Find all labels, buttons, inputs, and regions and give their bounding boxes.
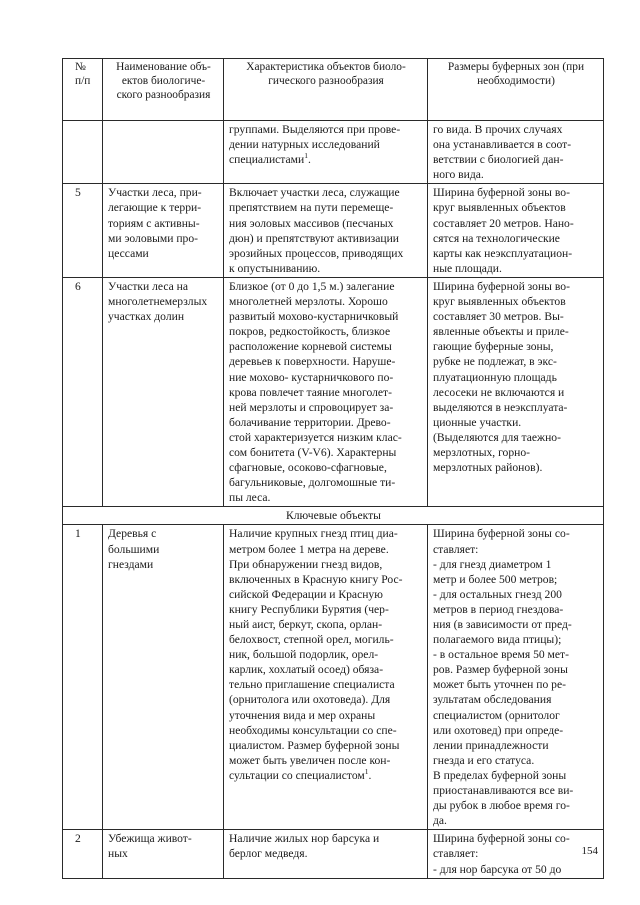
section-row [63,507,604,525]
text-line: мерзлотных районов). [433,461,543,475]
text-line: может быть увеличен после кон- [229,753,391,767]
text-line: круг выявленных объектов [433,201,566,215]
text-line: сом бонитета (V-V6). Характерны [229,445,397,459]
text-line: ней мерзлоты и спровоцирует за- [229,400,394,414]
text-line: В пределах буферной зоны [433,768,567,782]
text-line: карты как неэксплуатацион- [433,246,573,260]
row-num [63,121,103,184]
text-line: Наличие жилых нор барсука и [229,832,380,846]
text-line: пы леса. [229,491,271,505]
text-line: деревьев к поверхности. Наруше- [229,355,396,369]
text-line: явленные объекты и приле- [433,325,569,339]
table-row-6 [63,277,604,506]
row-characteristic [224,277,428,506]
row-name [103,525,224,830]
row-buffer [428,830,604,878]
text-line: - для нор барсука от 50 до [433,862,562,876]
row-name [103,277,224,506]
text-line: ми эоловыми про- [108,231,199,245]
text-line: карлик, хохлатый осоед) обяза- [229,663,384,677]
text-line: стой характеризуется низким клас- [229,430,402,444]
row-num: 1 [63,525,103,830]
text-line: го вида. В прочих случаях [433,123,563,136]
biodiversity-buffer-table [62,58,604,879]
text-line: мерзлотных, горно- [433,445,531,459]
text-line: круг выявленных объектов [433,295,566,309]
text-line: Участки леса на [108,279,189,293]
text-line: Ширина буферной зоны со- [433,832,570,846]
text-line: ные площади. [433,261,502,275]
text-line: Наличие крупных гнезд птиц диа- [229,527,398,541]
text-line: ный аист, беркут, скопа, орлан- [229,618,383,631]
text-line: п/п [75,75,91,87]
text-line: гнездами [108,557,154,571]
text-line: Участки леса, при- [108,186,202,200]
text-line: легающие к терри- [108,201,202,215]
text-line: Близкое (от 0 до 1,5 м.) залегание [229,279,395,293]
text-line: - для гнезд диаметром 1 [433,557,552,571]
text-line: ния (в зависимости от пред- [433,618,572,631]
row-characteristic [224,121,428,184]
text-line: группами. Выделяются при прове- [229,123,401,136]
section-title: Ключевые объекты [63,507,604,525]
text-line: гического разнообразия [268,75,384,87]
text-line: метров в период гнездова- [433,602,564,616]
text-line: ды рубок в любое время го- [433,799,570,813]
text-line: к опустыниванию. [229,261,321,275]
text-line: Деревья с [108,527,157,541]
text-line: необходимости) [477,75,555,87]
text-line: рубке не подлежат, в экс- [433,355,557,369]
row-characteristic [224,830,428,878]
text-line: составляет 20 метров. Нано- [433,216,574,230]
row-buffer [428,277,604,506]
footnote-marker: 1 [364,767,369,777]
text-line: ник, большой подорлик, орел- [229,648,379,662]
header-characteristic [224,59,428,121]
text-line: дении натурных исследований [229,138,380,152]
row-characteristic [224,525,428,830]
footnote-marker: 1 [304,151,308,161]
text-line: Наименование объ- [116,61,211,73]
text-line: уточнения вида и мер охраны [229,708,376,722]
text-line: ториям с активны- [108,216,200,230]
text-line: может быть уточнен по ре- [433,678,566,692]
text-line: сятся на технологические [433,231,560,245]
text-line: Размеры буферных зон (при [447,61,585,73]
text-line: эрозийных процессов, приводящих [229,246,404,260]
text-line: полагаемого вида птицы); [433,633,562,647]
text-line: Убежища живот- [108,832,192,846]
text-line: ных [108,847,128,861]
text-line: специалистом (орнитолог [433,708,560,722]
text-line: ного вида. [433,168,484,182]
text-line: препятствием на пути перемеще- [229,201,394,215]
row-name [103,184,224,278]
row-num: 2 [63,830,103,878]
table-header-row [63,59,604,121]
text-line: (орнитолога или охотоведа). Для [229,693,391,707]
text-line: ставляет: [433,847,479,861]
text-line: Включает участки леса, служащие [229,186,400,200]
text-line: лении принадлежности [433,738,549,752]
text-line: Характеристика объектов биоло- [246,61,406,73]
text-line: или охотовед) при опреде- [433,723,564,737]
page-number: 154 [581,845,598,857]
text-line: приостанавливаются все ви- [433,784,574,798]
text-line: расположение корневой системы [229,340,392,354]
text-line: дюн) и препятствуют активизации [229,231,399,245]
text-line: сийской Федерации и Красную [229,587,383,601]
text-line: - для остальных гнезд 200 [433,587,562,601]
text-line: ния эоловых массивов (песчаных [229,216,394,230]
text-line: многолетней мерзлоты. Хорошо [229,295,388,309]
text-line: № [75,61,86,73]
text-line: берлог медведя. [229,847,308,861]
text-line: плуатационную площадь [433,370,557,384]
text-line: метр и более 500 метров; [433,572,558,586]
text-line: выделяются в неэксплуата- [433,400,568,414]
text-line: ционные участки. [433,415,522,429]
text-line: участках долин [108,310,185,324]
text-line: книгу Республики Бурятия (чер- [229,602,389,616]
row-characteristic [224,184,428,278]
text-line: составляет 30 метров. Вы- [433,310,564,324]
text-line: ние мохово- кустарничкового по- [229,370,394,384]
text-line: Ширина буферной зоны во- [433,279,570,293]
text-line: сфагновые, осоково-сфагновые, [229,461,387,475]
text-line: ров. Размер буферной зоны [433,663,568,677]
text-line: белохвост, степной орел, могиль- [229,633,394,647]
header-buffer [428,59,604,121]
text-line: необходимы консультации со спе- [229,723,397,737]
row-num: 5 [63,184,103,278]
text-line: болачивание территории. Древо- [229,415,391,429]
text-line: развитый мохово-кустарничковый [229,310,399,324]
text-line: большими [108,542,160,556]
text-line: она устанавливается в соот- [433,138,572,152]
text-line: ектов биологиче- [121,75,206,87]
text-line: включенных в Красную книгу Рос- [229,572,403,586]
text-line: Ширина буферной зоны со- [433,527,570,541]
header-num [63,59,103,121]
row-name [103,830,224,878]
table-row-continuation [63,121,604,184]
text-line: покров, редкостойкость, близкое [229,325,391,339]
text-line: Ширина буферной зоны во- [433,186,570,200]
text-line: зультатам обследования [433,693,552,707]
text-line: ского разнообразия [116,89,211,101]
text-line: многолетнемерзлых [108,295,208,309]
text-line: циалистом. Размер буферной зоны [229,738,400,752]
row-buffer [428,525,604,830]
text-line: ставляет: [433,542,479,556]
table-row-key-1 [63,525,604,830]
text-line: гающие буферные зоны, [433,340,554,354]
text-line: гнезда и его статуса. [433,753,535,767]
text-line: ветствии с биологией дан- [433,153,564,167]
row-buffer [428,184,604,278]
text-line: цессами [108,246,149,260]
text-line: метром более 1 метра на дереве. [229,542,389,556]
row-buffer [428,121,604,184]
header-name [103,59,224,121]
row-num: 6 [63,277,103,506]
text-line: специалистами$^1$. [229,151,311,167]
row-name [103,121,224,184]
table-row-key-2 [63,830,604,878]
text-line: (Выделяются для таежно- [433,430,561,444]
text-line: - в остальное время 50 мет- [433,648,569,662]
text-line: сультации со специалистом$^1$. [229,767,372,782]
text-line: При обнаружении гнезд видов, [229,557,383,571]
text-line: крова повлечет таяние многолет- [229,385,392,399]
text-line: да. [433,814,447,828]
text-line: тельно приглашение специалиста [229,678,395,692]
text-line: багульниковые, долгомошные ти- [229,476,396,490]
text-line: лесосеки не включаются и [433,385,565,399]
table-row-5 [63,184,604,278]
